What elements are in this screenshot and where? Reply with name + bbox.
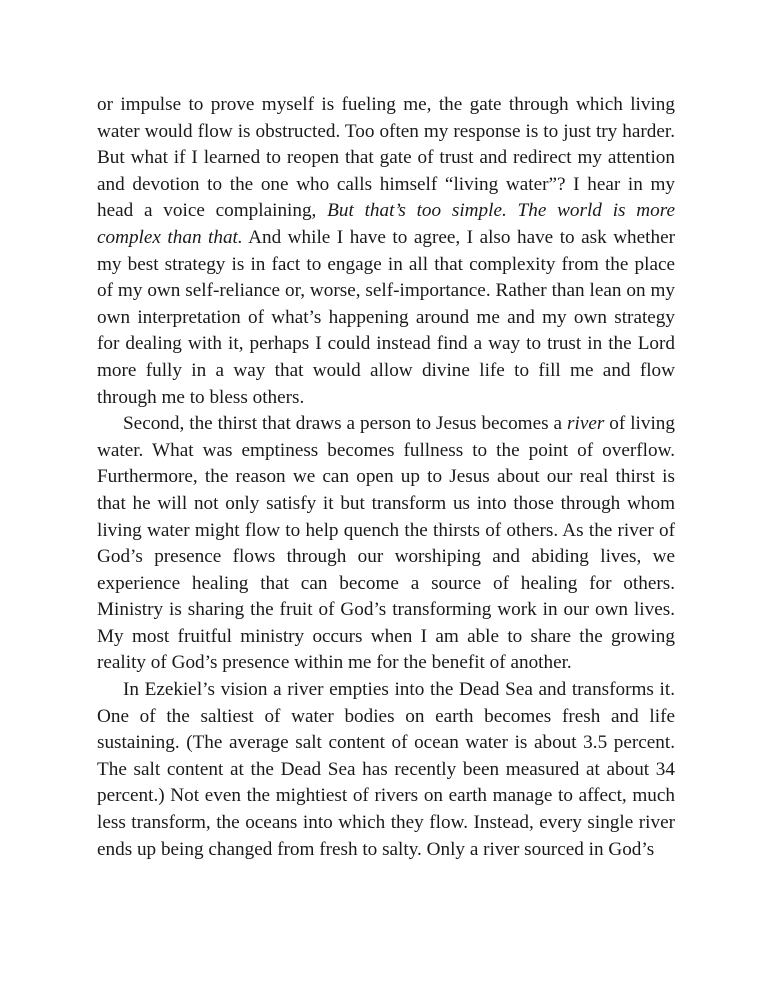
paragraph-3-run-1: In Ezekiel’s vision a river empties into the Dead Sea and transforms it. One of the saltiest of water bodies on earth becomes fresh and life sustaining. (The average salt content of ocean water is about 3.5 percent. The salt content at the Dead Sea has recently been measured at about 34 percent.) Not even the mightiest of rivers on earth manage to affect, much less transform, the oceans into which they flow. Instead, every single river ends up being changed from fresh to salty. Only a river sourced in God’s	[97, 679, 675, 860]
paragraph-2-run-3: of living water. What was emptiness becomes fullness to the point of overflow. Furthermore, the reason we can open up to Jesus about our real thirst is that he will not only satisfy it but transform us into those through whom living water might flow to help quench the thirsts of others. As the river of God’s presence flows through our worshiping and abiding lives, we experience healing that can become a source of healing for others. Ministry is sharing the fruit of God’s transforming work in our own lives. My most fruitful ministry occurs when I am able to share the growing reality of God’s presence within me for the benefit of another.	[97, 413, 675, 674]
paragraph-2	[97, 411, 675, 677]
paragraph-1-italic-quote: But that’s too simple. The world is more complex than that.	[97, 200, 675, 248]
paragraph-2-run-1: Second, the thirst that draws a person to Jesus becomes a	[123, 413, 568, 435]
paragraph-1-run-1: or impulse to prove myself is fueling me, the gate through which living water would flow is obstructed. Too often my response is to just try harder. But what if I learned to reopen that gate of trust and redirect my attention and devotion to the one who calls himself “living water”? I hear in my head a voice complaining,	[97, 94, 675, 222]
document-page	[97, 92, 675, 863]
paragraph-3	[97, 677, 675, 863]
paragraph-1	[97, 92, 675, 411]
paragraph-1-run-3: And while I have to agree, I also have to ask whether my best strategy is in fact to engage in all that complexity from the place of my own self-reliance or, worse, self-importance. Rather than lean on my own interpretation of what’s happening around me and my own strategy for dealing with it, perhaps I could instead find a way to trust in the Lord more fully in a way that would allow divine life to fill me and flow through me to bless others.	[97, 226, 675, 408]
paragraph-2-italic-river: river	[567, 413, 605, 435]
